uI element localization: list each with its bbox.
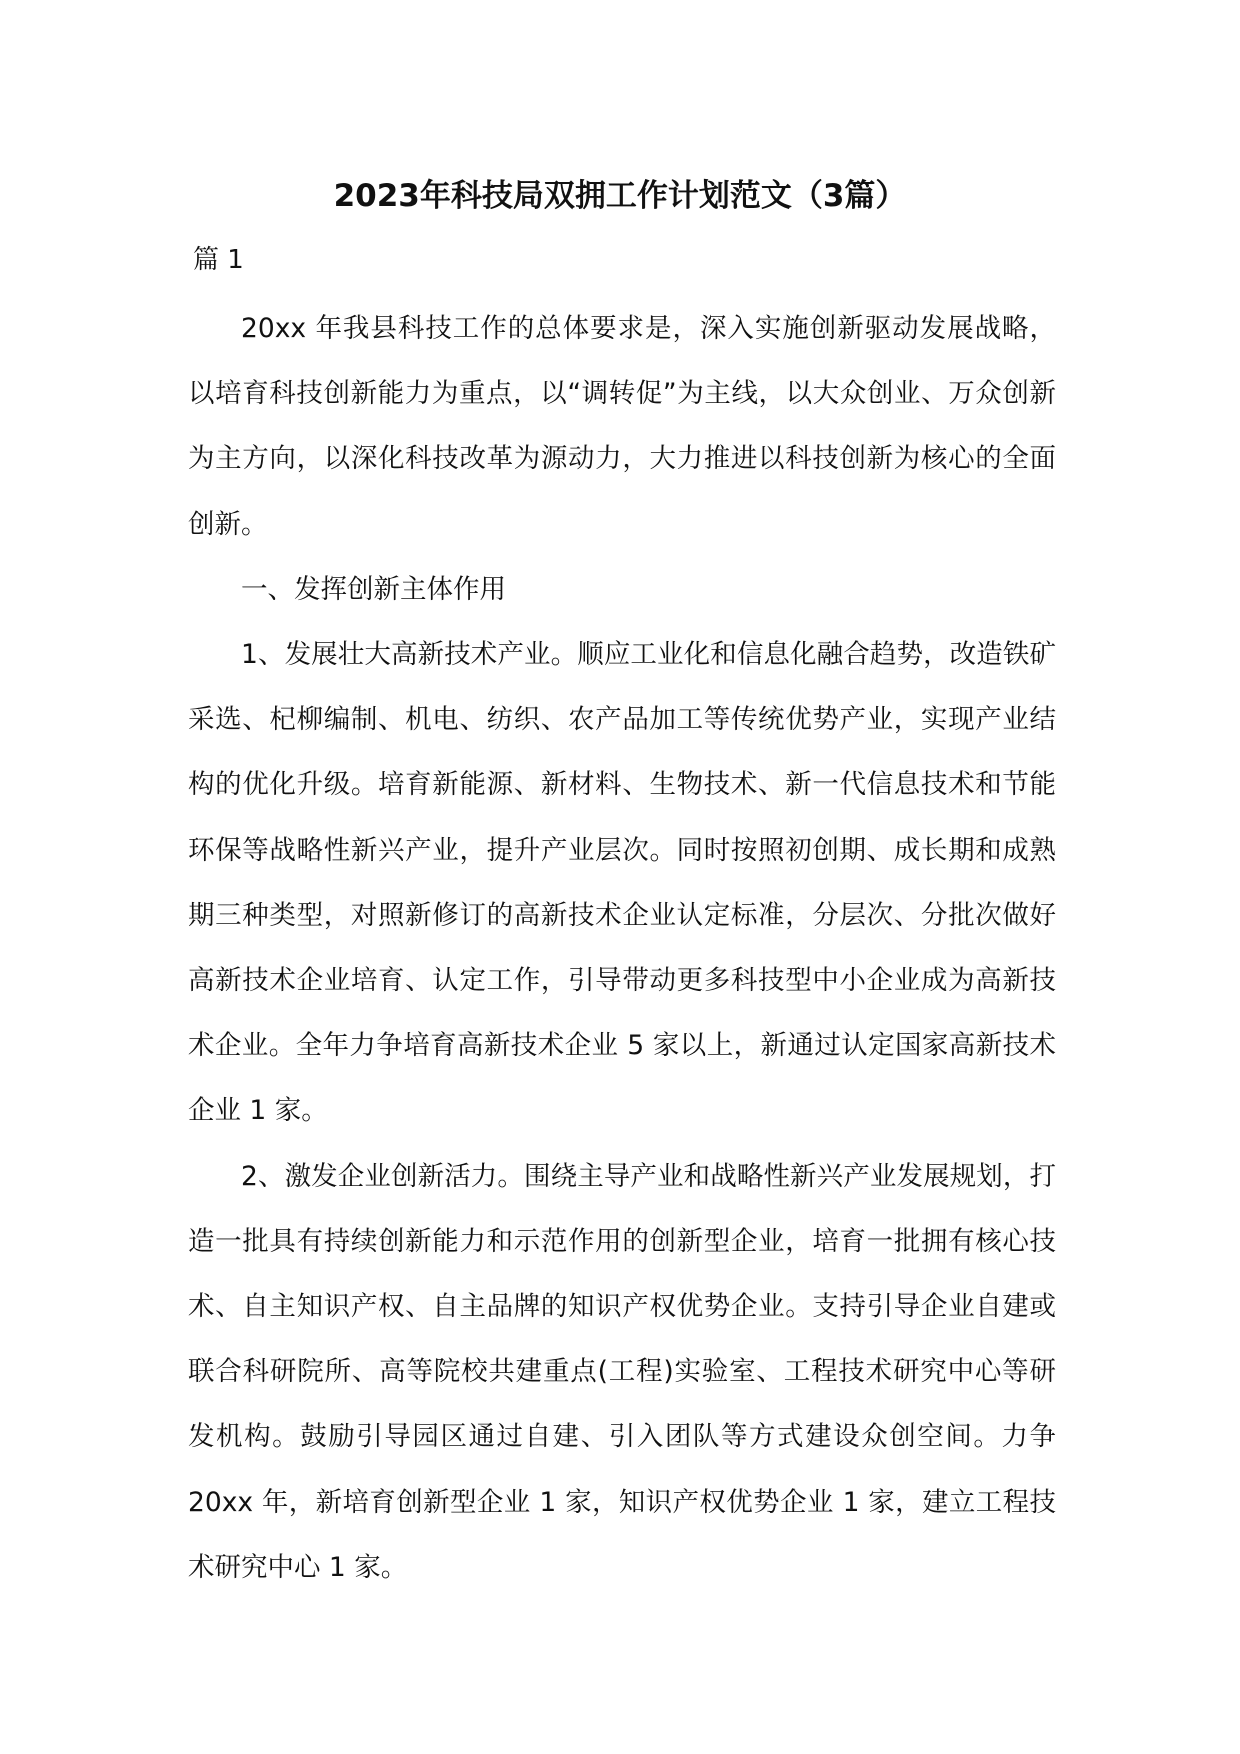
section-label: 篇 1	[193, 245, 244, 275]
document-title: 2023年科技局双拥工作计划范文（3篇）	[333, 178, 907, 214]
paragraph-intro: 20xx 年我县科技工作的总体要求是，深入实施创新驱动发展战略，以培育科技创新能力为重点，以“调转促”为主线，以大众创业、万众创新为主方向，以深化科技改革为源动力，大力推进以科技创新为核心的全面创新。	[188, 313, 1056, 540]
paragraph-heading-one: 一、发挥创新主体作用	[241, 573, 506, 605]
paragraph-item-one: 1、发展壮大高新技术产业。顺应工业化和信息化融合趋势，改造铁矿采选、杞柳编制、机电、纺织、农产品加工等传统优势产业，实现产业结构的优化升级。培育新能源、新材料、生物技术、新一代信息技术和节能环保等战略性新兴产业，提升产业层次。同时按照初创期、成长期和成熟期三种类型，对照新修订的高新技术企业认定标准，分层次、分批次做好高新技术企业培育、认定工作，引导带动更多科技型中小企业成为高新技术企业。全年力争培育高新技术企业 5 家以上，新通过认定国家高新技术企业 1 家。	[188, 639, 1056, 1127]
paragraph-item-two: 2、激发企业创新活力。围绕主导产业和战略性新兴产业发展规划，打造一批具有持续创新能力和示范作用的创新型企业，培育一批拥有核心技术、自主知识产权、自主品牌的知识产权优势企业。支持引导企业自建或联合科研院所、高等院校共建重点(工程)实验室、工程技术研究中心等研发机构。鼓励引导园区通过自建、引入团队等方式建设众创空间。力争 20xx 年，新培育创新型企业 1 家，知识产权优势企业 1 家，建立工程技术研究中心 1 家。	[188, 1160, 1056, 1583]
document-body	[188, 296, 1056, 1600]
